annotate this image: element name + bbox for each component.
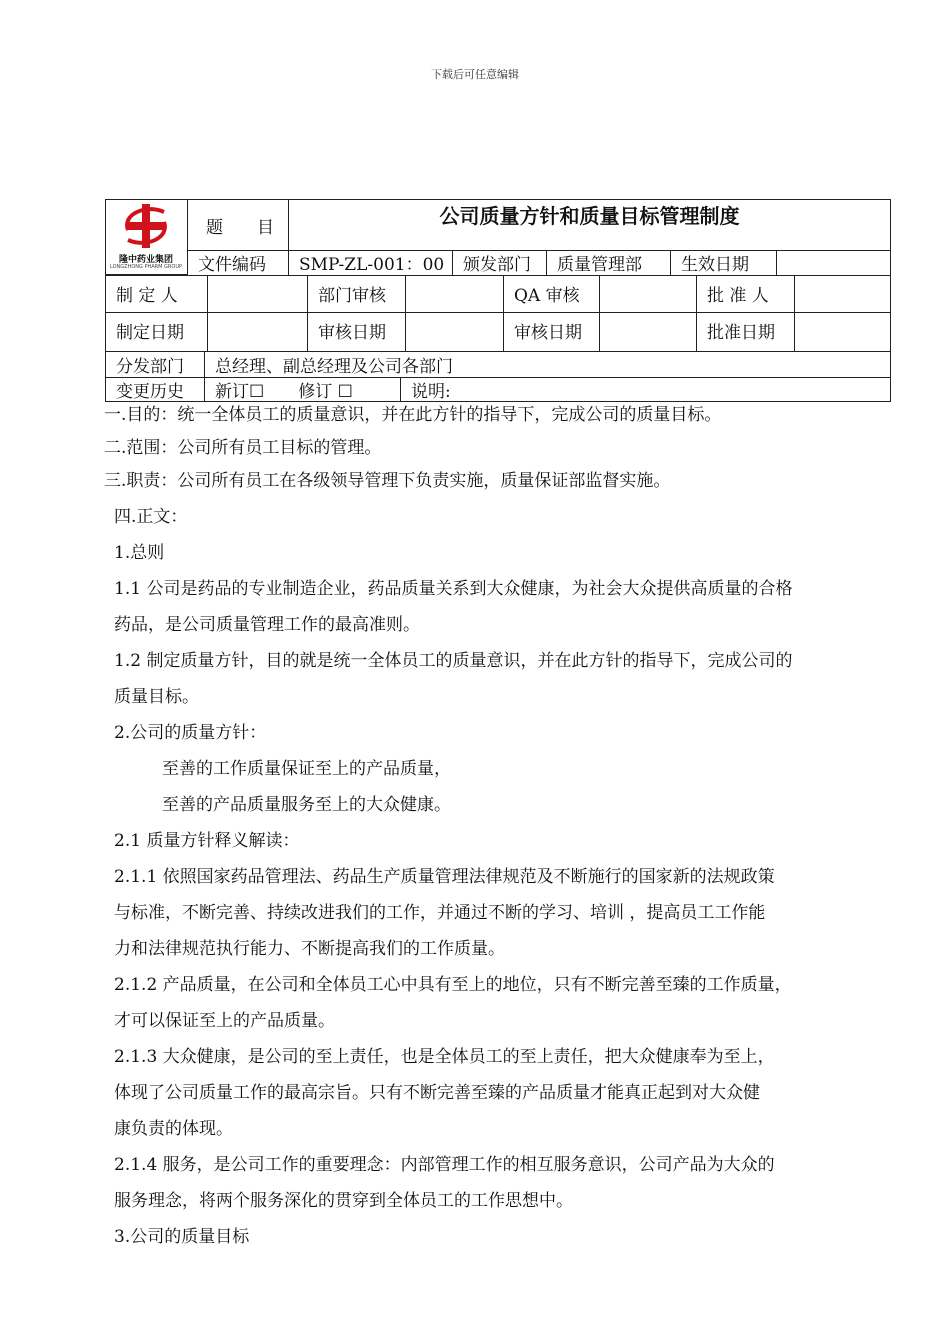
- paragraph: 服务理念，将两个服务深化的贯穿到全体员工的工作思想中。: [114, 1191, 573, 1211]
- effective-value: [776, 250, 890, 275]
- logo-subtitle: LONGZHONG PHARM GROUP: [109, 264, 182, 270]
- paragraph: 二.范围：公司所有员工目标的管理。: [104, 438, 382, 458]
- effective-label: 生效日期: [670, 250, 776, 275]
- revise-checkbox: 修订 ☐: [298, 382, 353, 402]
- header-row-dates: [105, 312, 891, 352]
- note-label: 说明:: [400, 378, 890, 401]
- qa-review-label: QA 审核: [503, 276, 599, 312]
- policy-line: 至善的工作质量保证至上的产品质量，: [162, 759, 451, 779]
- approver-value: [794, 276, 890, 312]
- maker-value: [207, 276, 307, 312]
- paragraph: 1.2 制定质量方针，目的就是统一全体员工的质量意识，并在此方针的指导下，完成公司的: [114, 651, 793, 671]
- company-logo: [105, 199, 187, 275]
- header-row-makers: [105, 275, 891, 313]
- code-value: SMP-ZL-001：00: [288, 250, 452, 275]
- header-row-title: [187, 199, 891, 251]
- paragraph: 四.正文：: [114, 507, 188, 527]
- code-label: 文件编码: [198, 255, 266, 275]
- review-date-label: 审核日期: [307, 313, 405, 351]
- paragraph: 与标准，不断完善、持续改进我们的工作，并通过不断的学习、培训 ，提高员工工作能: [114, 903, 766, 923]
- dist-value: 总经理、副总经理及公司各部门: [204, 352, 890, 377]
- paragraph: 1.1 公司是药品的专业制造企业，药品质量关系到大众健康，为社会大众提供高质量的合格: [114, 579, 793, 599]
- paragraph: 康负责的体现。: [114, 1119, 233, 1139]
- paragraph: 2.1.2 产品质量，在公司和全体员工心中具有至上的地位，只有不断完善至臻的工作质量，: [114, 975, 792, 995]
- paragraph: 1.总则: [114, 543, 165, 563]
- header-row-code: [187, 250, 891, 276]
- header-row-distribution: [105, 351, 891, 378]
- paragraph: 才可以保证至上的产品质量。: [114, 1011, 335, 1031]
- make-date-value: [207, 313, 307, 351]
- new-checkbox: 新订☐: [215, 382, 265, 402]
- policy-line: 至善的产品质量服务至上的大众健康。: [162, 795, 451, 815]
- dept-label: 颁发部门: [452, 250, 546, 275]
- paragraph: 2.1.4 服务，是公司工作的重要理念：内部管理工作的相互服务意识，公司产品为大众的: [114, 1155, 775, 1175]
- paragraph: 3.公司的质量目标: [114, 1227, 250, 1247]
- paragraph: 质量目标。: [114, 687, 199, 707]
- approve-date-label: 批准日期: [696, 313, 794, 351]
- paragraph: 2.1.1 依照国家药品管理法、药品生产质量管理法律规范及不断施行的国家新的法规政策: [114, 867, 775, 887]
- dept-value: 质量管理部: [546, 250, 670, 275]
- qa-date-value: [599, 313, 696, 351]
- paragraph: 一.目的：统一全体员工的质量意识，并在此方针的指导下，完成公司的质量目标。: [104, 405, 722, 425]
- dept-review-value: [405, 276, 503, 312]
- qa-date-label: 审核日期: [503, 313, 599, 351]
- dept-review-label: 部门审核: [307, 276, 405, 312]
- document-title: 公司质量方针和质量目标管理制度: [288, 200, 890, 250]
- make-date-label: 制定日期: [116, 323, 184, 343]
- approve-date-value: [794, 313, 890, 351]
- document-body: [104, 397, 894, 1255]
- paragraph: 三.职责：公司所有员工在各级领导管理下负责实施，质量保证部监督实施。: [104, 471, 671, 491]
- paragraph: 药品，是公司质量管理工作的最高准则。: [114, 615, 420, 635]
- qa-review-value: [599, 276, 696, 312]
- paragraph: 力和法律规范执行能力、不断提高我们的工作质量。: [114, 939, 505, 959]
- paragraph: 2.公司的质量方针：: [114, 723, 267, 743]
- dist-label: 分发部门: [116, 357, 184, 377]
- paragraph: 体现了公司质量工作的最高宗旨。只有不断完善至臻的产品质量才能真正起到对大众健: [114, 1083, 760, 1103]
- page-top-note: 下载后可任意编辑: [431, 68, 519, 81]
- title-label: 题 目: [206, 217, 274, 238]
- history-label: 变更历史: [116, 382, 184, 402]
- maker-label: 制 定 人: [116, 286, 178, 306]
- approver-label: 批 准 人: [696, 276, 794, 312]
- paragraph: 2.1 质量方针释义解读：: [114, 831, 300, 851]
- review-date-value: [405, 313, 503, 351]
- logo-name: 隆中药业集团: [118, 255, 173, 265]
- paragraph: 2.1.3 大众健康，是公司的至上责任，也是全体员工的至上责任，把大众健康奉为至上，: [114, 1047, 775, 1067]
- longzhong-logo-icon: [106, 200, 186, 252]
